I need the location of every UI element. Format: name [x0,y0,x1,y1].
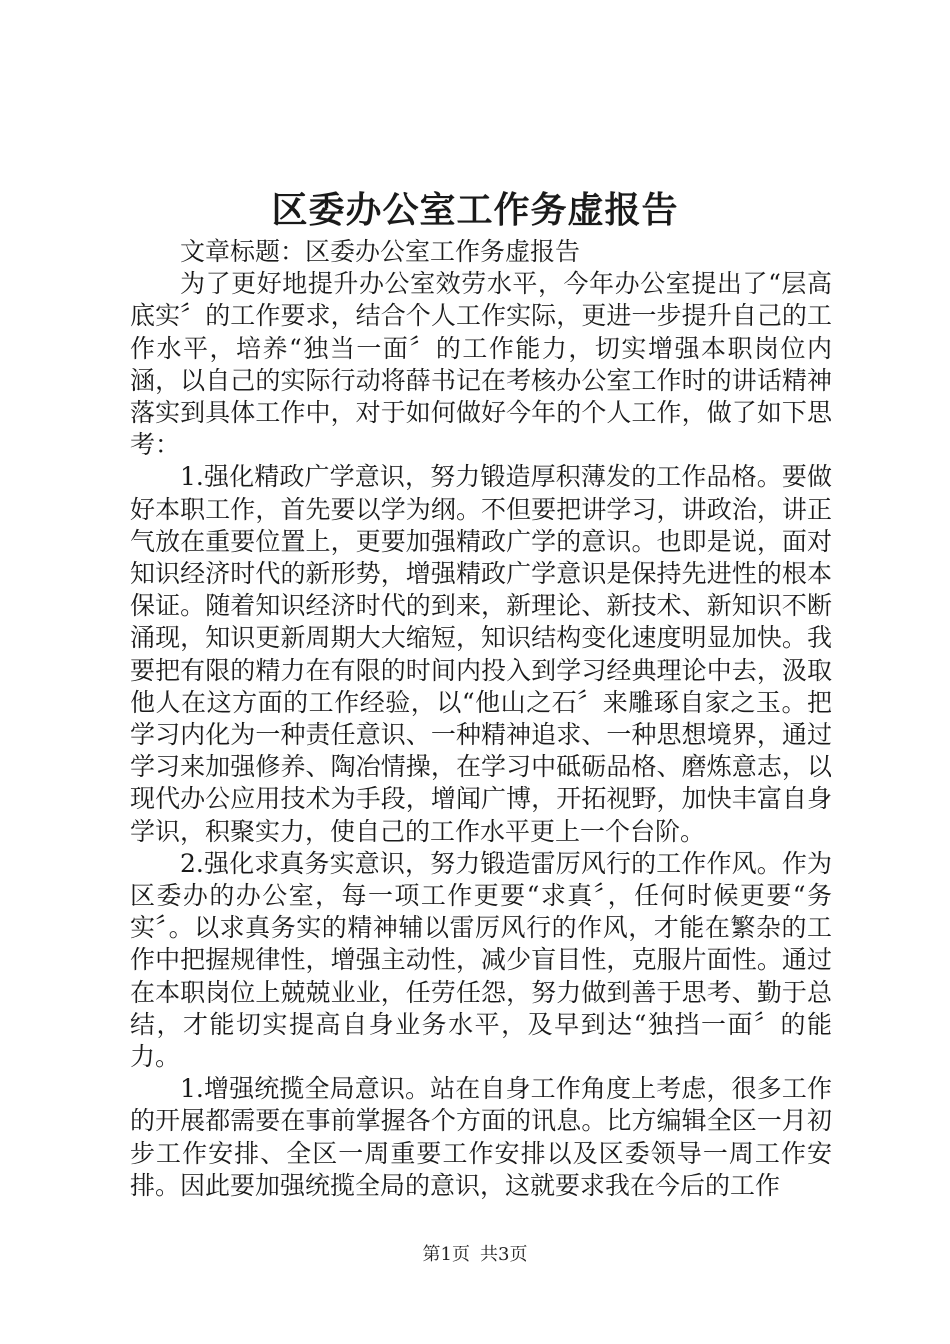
intro-paragraph: 为了更好地提升办公室效劳水平，今年办公室提出了“层高底实〞的工作要求，结合个人工作实际，更进一步提升自己的工作水平，培养“独当一面〞的工作能力，切实增强本职岗位内涵，以自己的实际行动将薛书记在考核办公室工作时的讲话精神落实到具体工作中，对于如何做好今年的个人工作，做了如下思考： [130,269,832,460]
section-2-paragraph: 2.强化求真务实意识，努力锻造雷厉风行的工作作风。作为区委办的办公室，每一项工作更要“求真〞，任何时候更要“务实〞。以求真务实的精神辅以雷厉风行的作风，才能在繁杂的工作中把握规律性，增强主动性，减少盲目性，克服片面性。通过在本职岗位上兢兢业业，任劳任怨，努力做到善于思考、勤于总结，才能切实提高自身业务水平，及早到达“独挡一面〞的能力。 [130,848,832,1072]
article-title-line: 文章标题：区委办公室工作务虚报告 [180,237,581,266]
document-body [130,236,832,1202]
subsection-1-paragraph: 1.增强统揽全局意识。站在自身工作角度上考虑，很多工作的开展都需要在事前掌握各个方面的讯息。比方编辑全区一月初步工作安排、全区一周重要工作安排以及区委领导一周工作安排。因此要加强统揽全局的意识，这就要求我在今后的工作 [130,1074,832,1200]
page-number: 第1页 [422,1244,470,1265]
page-total: 共3页 [480,1244,528,1265]
page-footer [0,1244,950,1266]
section-1-paragraph: 1.强化精政广学意识，努力锻造厚积薄发的工作品格。要做好本职工作，首先要以学为纲。不但要把讲学习，讲政治，讲正气放在重要位置上，更要加强精政广学的意识。也即是说，面对知识经济时代的新形势，增强精政广学意识是保持先进性的根本保证。随着知识经济时代的到来，新理论、新技术、新知识不断涌现，知识更新周期大大缩短，知识结构变化速度明显加快。我要把有限的精力在有限的时间内投入到学习经典理论中去，汲取他人在这方面的工作经验，以“他山之石〞来雕琢自家之玉。把学习内化为一种责任意识、一种精神追求、一种思想境界，通过学习来加强修养、陶冶情操，在学习中砥砺品格、磨炼意志，以现代办公应用技术为手段，增闻广博，开拓视野，加快丰富自身学识，积聚实力，使自己的工作水平更上一个台阶。 [130,462,832,846]
document-title: 区委办公室工作务虚报告 [271,189,679,231]
